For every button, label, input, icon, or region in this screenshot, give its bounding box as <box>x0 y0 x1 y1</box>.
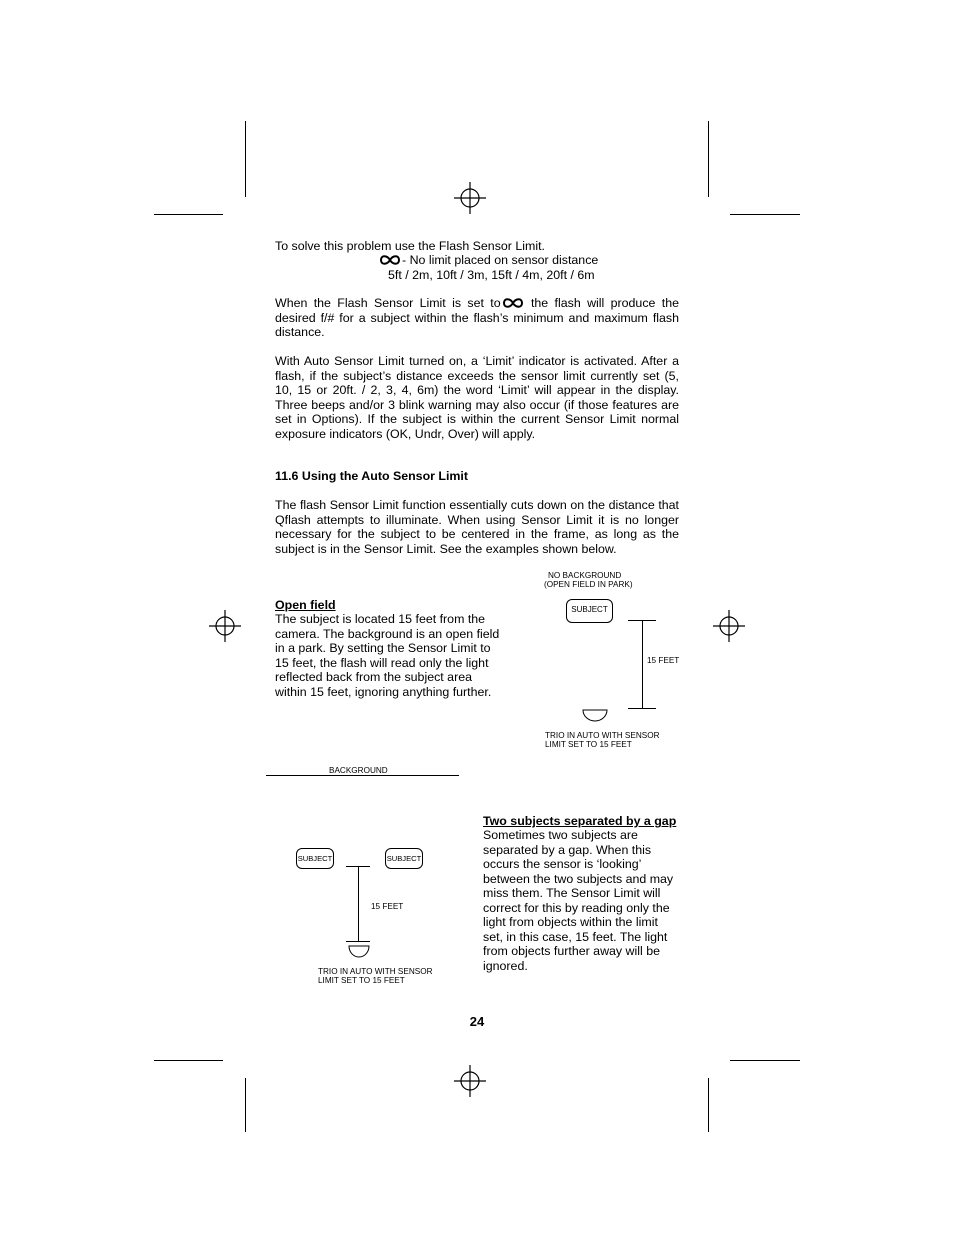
distance-label: 15 FEET <box>371 902 404 911</box>
distance-label: 15 FEET <box>647 656 680 665</box>
background-label: BACKGROUND <box>329 766 388 775</box>
flash-label: LIMIT SET TO 15 FEET <box>545 740 632 749</box>
two-subjects-heading: Two subjects separated by a gap <box>483 814 677 828</box>
flash-unit-icon <box>348 945 370 958</box>
crop-mark <box>730 1060 800 1061</box>
crop-mark <box>154 1060 223 1061</box>
subject-box: SUBJECT <box>385 848 423 869</box>
crop-mark <box>245 121 246 197</box>
paragraph-infinity <box>275 296 679 340</box>
infinity-icon <box>378 253 402 267</box>
paragraph-auto-limit: With Auto Sensor Limit turned on, a ‘Limit’ indicator is activated. After a flash, if the subject’s distance exceeds the sensor limit currently set (5, 10, 15 or 20ft. / 2, 3, 4, 6m) the word ‘Limit’ will appear in the display. Three beeps and/or 3 blink warning may also occur (if those features are set in Options). If the subject is within the current Sensor Limit normal exposure indicators (OK, Undr, Over) will apply. <box>275 354 679 441</box>
crop-mark <box>245 1078 246 1132</box>
registration-mark-icon <box>713 610 745 642</box>
no-limit-text: - No limit placed on sensor distance <box>402 253 599 267</box>
open-field-heading: Open field <box>275 598 336 612</box>
intro-no-limit-line <box>378 253 679 268</box>
intro-line: To solve this problem use the Flash Sensor Limit. <box>275 239 545 253</box>
background-line <box>266 775 459 776</box>
distance-tick <box>346 941 370 942</box>
crop-mark <box>708 1078 709 1132</box>
flash-label: LIMIT SET TO 15 FEET <box>318 976 405 985</box>
registration-mark-icon <box>454 182 486 214</box>
flash-unit-icon <box>582 709 608 722</box>
paragraph-infinity-part2: the flash will produce the desired f/# for a subject within the flash’s minimum and maximum flash distance. <box>275 296 679 339</box>
subject-box: SUBJECT <box>296 848 334 869</box>
infinity-icon <box>501 296 525 310</box>
flash-label: TRIO IN AUTO WITH SENSOR <box>545 731 660 740</box>
two-subjects-text: Sometimes two subjects are separated by a gap. When this occurs the sensor is ‘looking’ between the two subjects and may miss them. The Sensor Limit will correct for this by reading only the light from objects within the limit set, in this case, 15 feet. The light from objects further away will be ignored. <box>483 828 674 973</box>
page-number: 24 <box>469 1014 485 1029</box>
crop-mark <box>730 214 800 215</box>
limit-options-line: 5ft / 2m, 10ft / 3m, 15ft / 4m, 20ft / 6m <box>388 268 595 282</box>
open-field-text: The subject is located 15 feet from the camera. The background is an open field in a park. By setting the Sensor Limit to 15 feet, the flash will read only the light reflected back from the subject area within 15 feet, ignoring anything further. <box>275 612 500 699</box>
paragraph-infinity-part1: When the Flash Sensor Limit is set to <box>275 296 501 310</box>
distance-tick <box>628 708 656 709</box>
paragraph-section: The flash Sensor Limit function essentially cuts down on the distance that Qflash attempts to illuminate. When using Sensor Limit it is no longer necessary for the subject to be centered in the frame, as long as the subject is in the Sensor Limit. See the examples shown below. <box>275 498 679 556</box>
crop-mark <box>154 214 223 215</box>
diagram1-top-label: NO BACKGROUND <box>548 571 622 580</box>
flash-label: TRIO IN AUTO WITH SENSOR <box>318 967 433 976</box>
distance-line <box>642 620 643 709</box>
registration-mark-icon <box>209 610 241 642</box>
distance-line <box>358 866 359 942</box>
crop-mark <box>708 121 709 197</box>
diagram1-top-label: (OPEN FIELD IN PARK) <box>544 580 633 589</box>
registration-mark-icon <box>454 1065 486 1097</box>
section-heading: 11.6 Using the Auto Sensor Limit <box>275 469 469 483</box>
subject-box: SUBJECT <box>566 599 613 623</box>
